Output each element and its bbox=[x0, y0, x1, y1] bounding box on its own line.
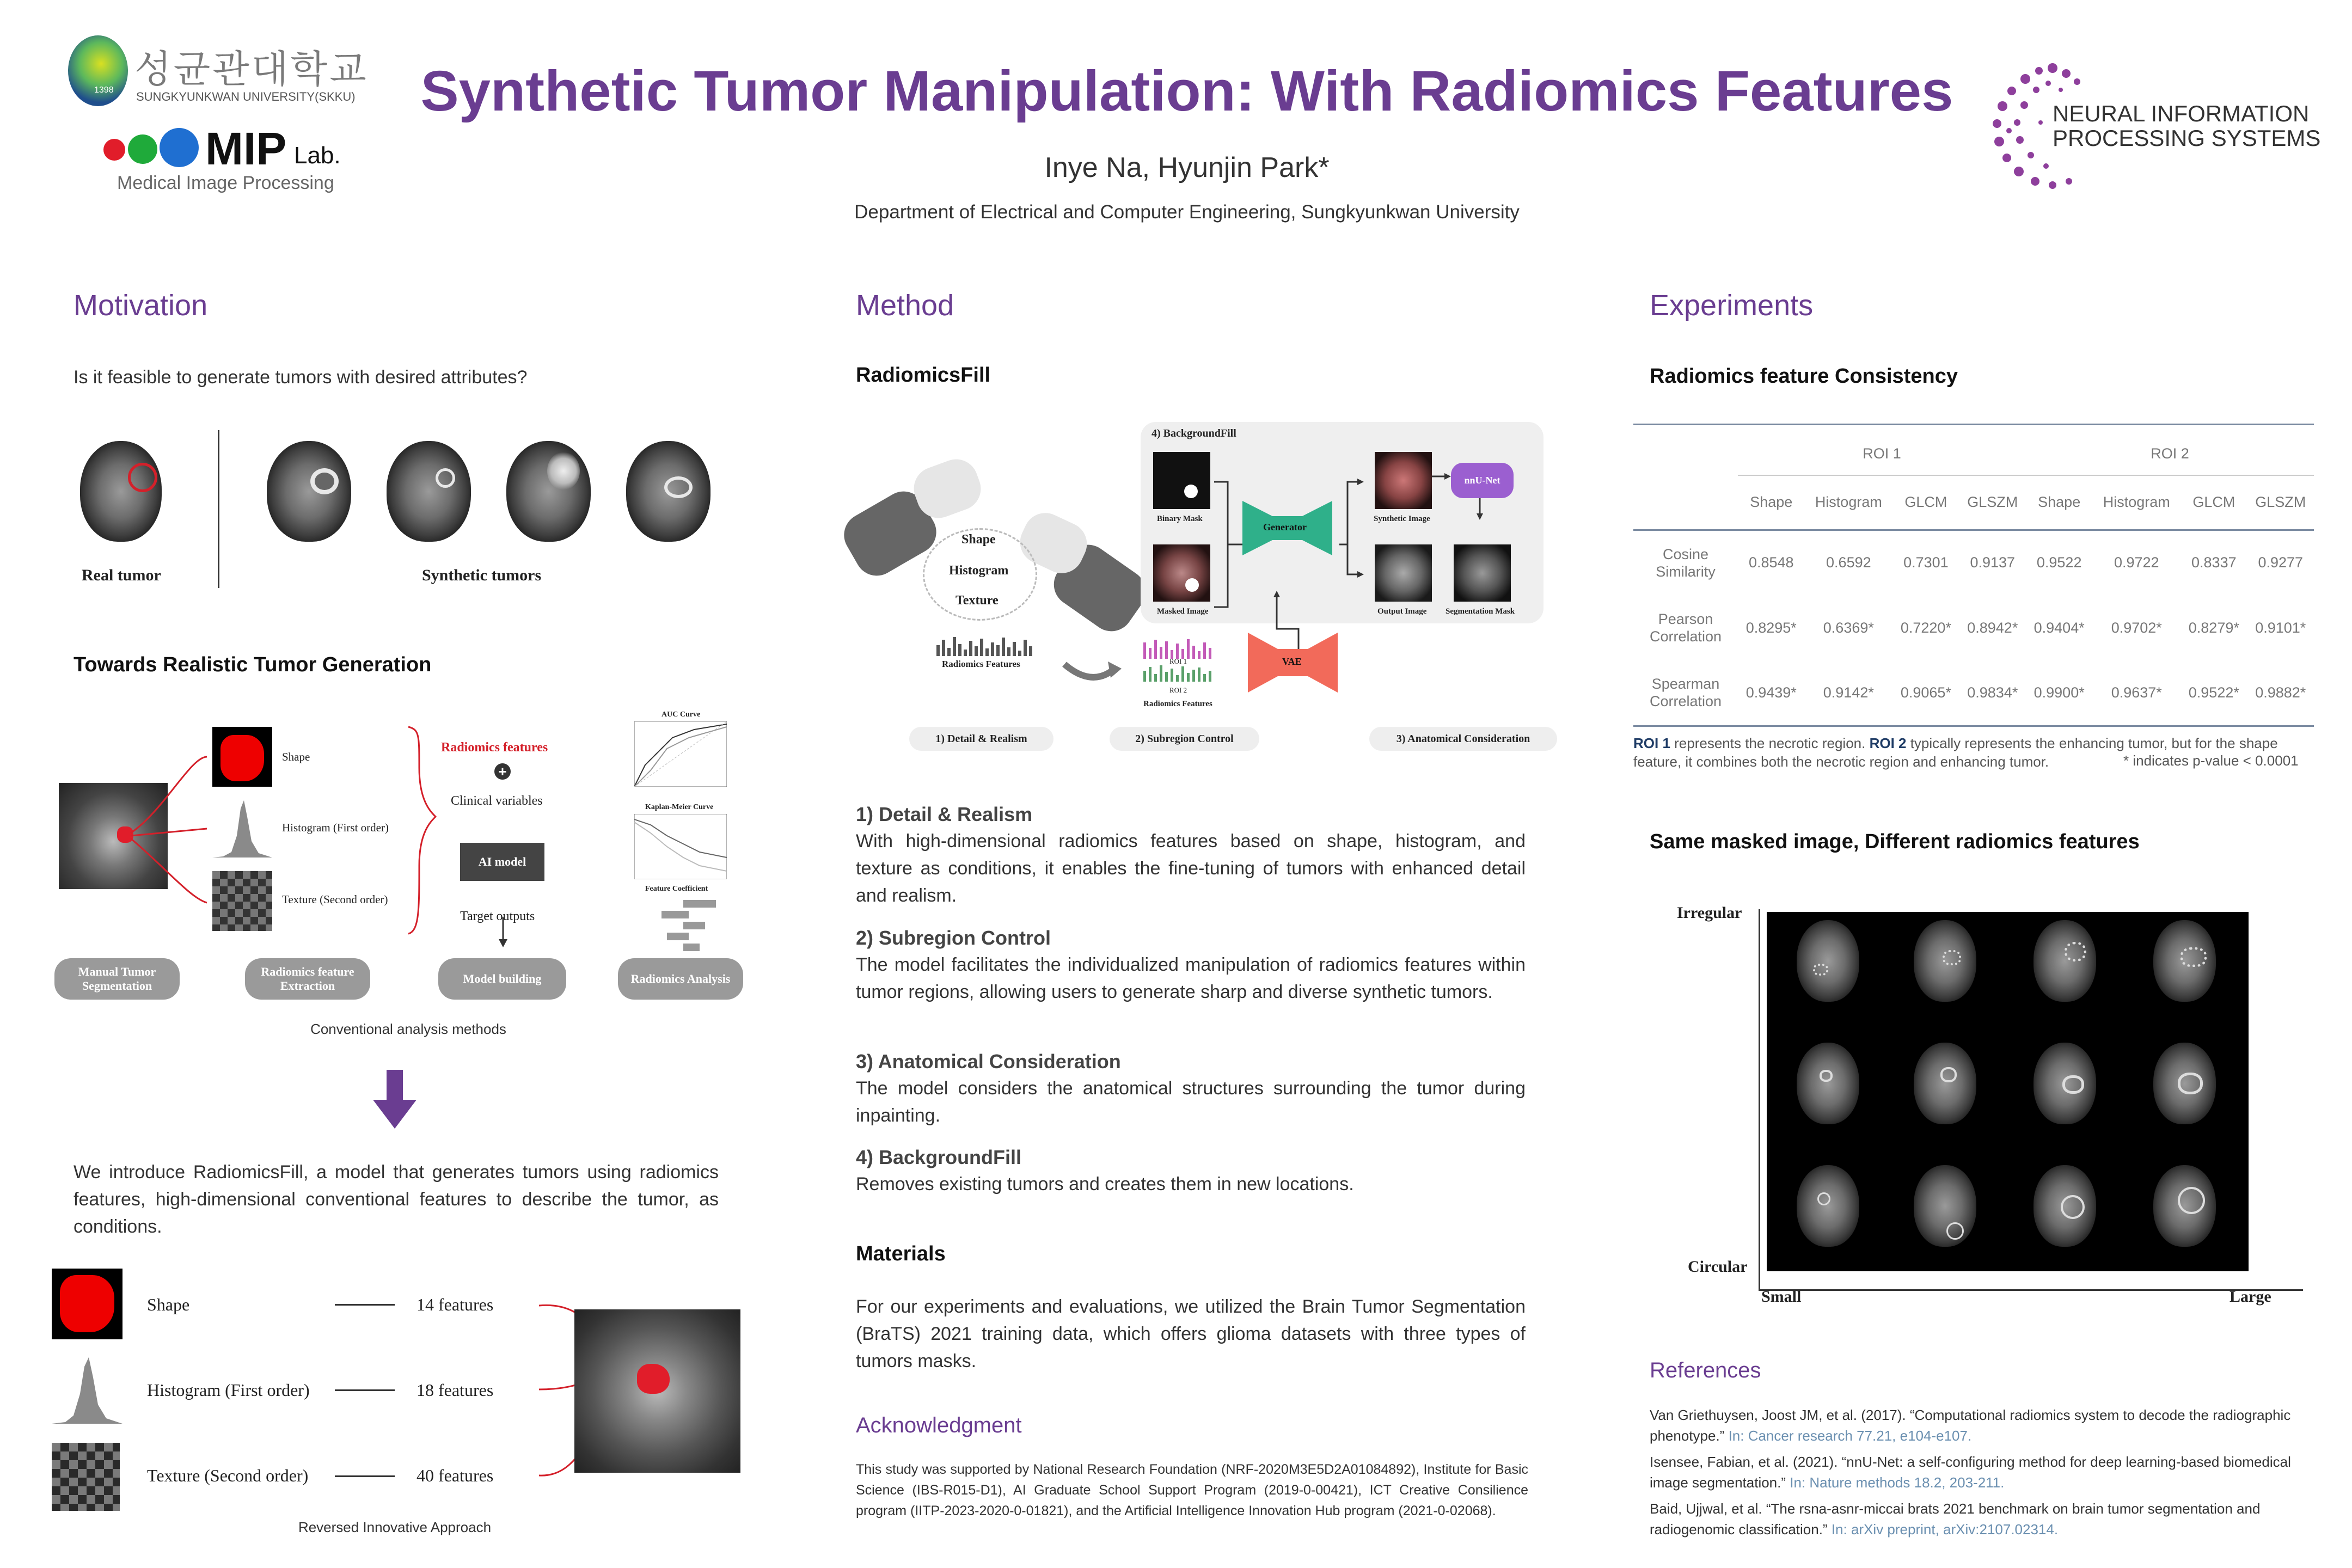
diag-histogram: Histogram bbox=[949, 564, 1009, 578]
mip-dot-blue-icon bbox=[160, 128, 199, 167]
coef-bar-1 bbox=[683, 900, 716, 908]
note-roi1: ROI 1 bbox=[1633, 735, 1670, 751]
real-tumor-brain bbox=[80, 441, 162, 542]
materials-text: For our experiments and evaluations, we utilized the Brain Tumor Segmentation (BraTS) 2021 training data, which offers glioma datasets with three types of tumors masks. bbox=[856, 1296, 1526, 1371]
table-cell: 0.9522* bbox=[2188, 684, 2239, 701]
roi2-header: ROI 2 bbox=[2026, 433, 2314, 475]
table-cell: 0.9439* bbox=[1745, 684, 1797, 701]
brain-grid-figure bbox=[1677, 898, 2276, 1323]
rev-texture-label: Texture (Second order) bbox=[147, 1466, 309, 1485]
synthetic-tumor-4 bbox=[664, 476, 693, 498]
segmentation-mask-image bbox=[1454, 544, 1511, 602]
grid-tumor bbox=[2178, 1187, 2205, 1214]
roi1-header: ROI 1 bbox=[1738, 433, 2026, 475]
method-diagram bbox=[838, 419, 1563, 768]
note-roi2: ROI 2 bbox=[1869, 735, 1907, 751]
grid-tumor bbox=[1940, 1067, 1957, 1082]
nnunet-box: nnU-Net bbox=[1451, 463, 1514, 498]
row-label: Cosine Similarity bbox=[1656, 546, 1716, 580]
step-feature-extraction: Radiomics feature Extraction bbox=[245, 958, 370, 1000]
diag-radiomics-features-2: Radiomics Features bbox=[1143, 700, 1212, 708]
rev-texture-count: 40 features bbox=[416, 1466, 494, 1485]
coef-bar-5 bbox=[683, 944, 700, 951]
note-part-a: represents the necrotic region. bbox=[1670, 735, 1870, 751]
col-header: GLSZM bbox=[2255, 494, 2306, 511]
reference-text: Isensee, Fabian, et al. (2021). “nnU-Net: a self-configuring method for deep learning-based biomedical image segmentation.” bbox=[1650, 1454, 2291, 1491]
grid-tumor bbox=[1817, 1192, 1830, 1205]
skku-korean-name: 성균관대학교 bbox=[134, 47, 369, 91]
table-row bbox=[1633, 595, 2314, 660]
method-heading: Method bbox=[856, 289, 954, 322]
table-cell: 0.9065* bbox=[1900, 684, 1951, 701]
col-header: Shape bbox=[2038, 494, 2081, 511]
table-cell: 0.9404* bbox=[2033, 619, 2085, 636]
table-cell: 0.9637* bbox=[2111, 684, 2162, 701]
coef-title: Feature Coefficient bbox=[645, 885, 708, 893]
reversed-figure bbox=[49, 1263, 757, 1546]
real-tumor-label: Real tumor bbox=[82, 566, 161, 584]
table-cell: 0.9142* bbox=[1823, 684, 1874, 701]
synthetic-tumor-3 bbox=[547, 452, 580, 490]
diag-masked-image: Masked Image bbox=[1157, 607, 1209, 616]
auc-curve bbox=[634, 721, 727, 787]
brain-row bbox=[74, 430, 743, 593]
grid-tumor bbox=[1943, 950, 1961, 965]
table-cell: 0.8337 bbox=[2191, 554, 2237, 571]
synthetic-tumor-2 bbox=[436, 468, 455, 488]
method-item-1-title: 1) Detail & Realism bbox=[856, 803, 1033, 825]
y-axis-line bbox=[1759, 909, 1760, 1290]
skku-emblem-icon bbox=[68, 35, 128, 106]
x-axis-line bbox=[1759, 1289, 2303, 1291]
grid-title: Same masked image, Different radiomics features bbox=[1650, 830, 2140, 853]
reference-item bbox=[1650, 1405, 2314, 1446]
km-chart bbox=[623, 803, 732, 885]
table-cell: 0.9101* bbox=[2255, 619, 2306, 636]
col-header: Shape bbox=[1750, 494, 1793, 511]
neurips-line2: PROCESSING SYSTEMS bbox=[2053, 125, 2321, 151]
coef-bar-2 bbox=[661, 911, 689, 918]
reference-link[interactable]: In: Nature methods 18.2, 203-211. bbox=[1790, 1474, 2005, 1491]
logo-mip bbox=[101, 122, 357, 199]
table-cell: 0.8548 bbox=[1748, 554, 1794, 571]
reversed-caption: Reversed Innovative Approach bbox=[298, 1519, 492, 1535]
synthetic-image bbox=[1375, 452, 1432, 509]
table-cell: 0.9277 bbox=[2258, 554, 2304, 571]
auc-title: AUC Curve bbox=[661, 710, 701, 719]
grid-tumor bbox=[2178, 1073, 2203, 1094]
diag-caption-1: 1) Detail & Realism bbox=[909, 727, 1054, 751]
rev-shape-label: Shape bbox=[147, 1295, 190, 1314]
rev-prostate-roi bbox=[637, 1364, 670, 1394]
ack-text: This study was supported by National Research Foundation (NRF-2020M3E5D2A01084892), Institute for Basic Science (IBS-R015-D1), AI Graduate School Support Program (2019-0-00421), ICT Creative Consilience program (IITP-2023-2020-0-01821), and the Artificial Intelligence Innovation Hub program (2021-0-02068). bbox=[856, 1462, 1528, 1518]
table-cell: 0.8279* bbox=[2188, 619, 2239, 636]
diag-caption-2: 2) Subregion Control bbox=[1110, 727, 1259, 751]
poster-authors: Inye Na, Hyunjin Park* bbox=[1044, 152, 1330, 183]
grid-brain bbox=[1797, 1165, 1859, 1247]
table-title: Radiomics feature Consistency bbox=[1650, 365, 1958, 388]
table-label-header bbox=[1633, 475, 1738, 530]
fig1-shape-label: Shape bbox=[282, 750, 310, 763]
synthetic-brain-2 bbox=[387, 441, 471, 542]
table-cell: 0.9882* bbox=[2255, 684, 2306, 701]
grid-brain bbox=[1797, 1043, 1859, 1124]
method-item-1-text: With high-dimensional radiomics features based on shape, histogram, and texture as conditions, it enables the fine-tuning of tumors with enhanced detail and realism. bbox=[856, 831, 1526, 906]
consistency-table bbox=[1633, 433, 2314, 727]
method-item-2-text: The model facilitates the individualized manipulation of radiomics features within tumor regions, allowing users to generate sharp and diverse synthetic tumors. bbox=[856, 954, 1526, 1002]
axis-bottom-label: Circular bbox=[1688, 1258, 1748, 1276]
diag-segmentation-mask: Segmentation Mask bbox=[1445, 607, 1515, 616]
method-item-2-title: 2) Subregion Control bbox=[856, 927, 1051, 949]
reference-item bbox=[1650, 1498, 2314, 1540]
table-row bbox=[1633, 660, 2314, 726]
intro-paragraph: We introduce RadiomicsFill, a model that generates tumors using radiomics features, high-dimensional conventional features to describe the tumor, as conditions. bbox=[74, 1162, 719, 1237]
table-cell: 0.6369* bbox=[1823, 619, 1874, 636]
grid-brain bbox=[1914, 1043, 1976, 1124]
plus-icon: + bbox=[494, 763, 511, 780]
diag-roi1: ROI 1 bbox=[1169, 657, 1187, 665]
note-part-b: typically represents the enhancing tumor, but for the shape feature, it combines both the necrotic region and enhancing tumor. bbox=[1633, 735, 2278, 770]
reference-link[interactable]: In: arXiv preprint, arXiv:2107.02314. bbox=[1831, 1521, 2059, 1538]
reference-text: Van Griethuysen, Joost JM, et al. (2017). “Computational radiomics system to decode the radiographic phenotype.” bbox=[1650, 1407, 2291, 1444]
table-cell: 0.7220* bbox=[1900, 619, 1951, 636]
step-manual-segmentation: Manual Tumor Segmentation bbox=[54, 958, 180, 1000]
texture-patch bbox=[212, 871, 272, 931]
method-item-3-title: 3) Anatomical Consideration bbox=[856, 1050, 1121, 1073]
table-cell: 0.9702* bbox=[2111, 619, 2162, 636]
km-title: Kaplan-Meier Curve bbox=[645, 803, 714, 811]
axis-right-label: Large bbox=[2230, 1288, 2271, 1306]
method-item-4-title: 4) BackgroundFill bbox=[856, 1146, 1022, 1168]
table-cell: 0.6592 bbox=[1826, 554, 1871, 571]
grid-tumor bbox=[1813, 964, 1828, 976]
col-header: GLSZM bbox=[1967, 494, 2018, 511]
diag-vae: VAE bbox=[1282, 656, 1302, 667]
shape-patch-blob bbox=[220, 735, 264, 781]
reference-link[interactable]: In: Cancer research 77.21, e104-e107. bbox=[1728, 1428, 1972, 1444]
col-header: GLCM bbox=[1904, 494, 1947, 511]
diag-caption-3: 3) Anatomical Consideration bbox=[1369, 727, 1557, 751]
grid-brain bbox=[1797, 920, 1859, 1002]
poster-title: Synthetic Tumor Manipulation: With Radiomics Features bbox=[420, 59, 1953, 123]
km-curve bbox=[634, 814, 727, 879]
conventional-caption: Conventional analysis methods bbox=[310, 1021, 506, 1037]
grid-tumor bbox=[2062, 1075, 2084, 1094]
diag-shape: Shape bbox=[961, 532, 996, 547]
divider-line bbox=[218, 430, 219, 588]
table-cell: 0.9522 bbox=[2036, 554, 2082, 571]
mip-dot-red-icon bbox=[103, 139, 125, 161]
ack-heading: Acknowledgment bbox=[856, 1413, 1022, 1437]
grid-tumor bbox=[2180, 947, 2207, 967]
note-pvalue: * indicates p-value < 0.0001 bbox=[2123, 752, 2299, 769]
diag-synthetic-image: Synthetic Image bbox=[1374, 514, 1430, 523]
fig1-radiomics-features: Radiomics features bbox=[441, 740, 548, 755]
mip-dot-green-icon bbox=[128, 134, 157, 164]
grid-brain bbox=[2033, 920, 2096, 1002]
table-cell: 0.9137 bbox=[1970, 554, 2016, 571]
towards-heading: Towards Realistic Tumor Generation bbox=[74, 653, 432, 676]
diag-generator: Generator bbox=[1263, 522, 1307, 532]
motivation-question: Is it feasible to generate tumors with desired attributes? bbox=[74, 367, 528, 388]
logo-skku bbox=[68, 35, 373, 112]
logo-neurips bbox=[1987, 57, 2321, 193]
axis-left-label: Small bbox=[1761, 1288, 1802, 1306]
diag-binary-mask: Binary Mask bbox=[1157, 514, 1203, 523]
coef-bar-4 bbox=[667, 933, 689, 940]
grid-tumor bbox=[2061, 1195, 2085, 1219]
table-cell: 0.9722 bbox=[2114, 554, 2159, 571]
fig1-texture-label: Texture (Second order) bbox=[282, 893, 388, 906]
fig1-histogram-label: Histogram (First order) bbox=[282, 821, 389, 834]
table-cell: 0.9900* bbox=[2033, 684, 2085, 701]
radiomicsfill-heading: RadiomicsFill bbox=[856, 364, 991, 387]
axis-top-label: Irregular bbox=[1677, 904, 1742, 922]
diag-output-image: Output Image bbox=[1377, 607, 1427, 616]
output-image bbox=[1375, 544, 1432, 602]
synthetic-tumor-1 bbox=[310, 468, 339, 494]
table-cell: 0.9834* bbox=[1967, 684, 2018, 701]
synthetic-brain-3 bbox=[506, 441, 591, 542]
method-item-4-text: Removes existing tumors and creates them in new locations. bbox=[856, 1174, 1354, 1195]
table-cell: 0.8942* bbox=[1967, 619, 2018, 636]
col-header: Histogram bbox=[2103, 494, 2170, 511]
references-heading: References bbox=[1650, 1358, 1761, 1382]
fig1-clinical-variables: Clinical variables bbox=[451, 794, 543, 808]
row-label: Spearman Correlation bbox=[1650, 676, 1722, 710]
table-corner bbox=[1633, 433, 1738, 475]
skku-year: 1398 bbox=[94, 85, 114, 95]
auc-chart bbox=[623, 710, 732, 792]
step-model-building: Model building bbox=[438, 958, 566, 1000]
grid-tumor bbox=[1820, 1070, 1833, 1082]
synthetic-tumors-label: Synthetic tumors bbox=[422, 566, 542, 584]
reference-item bbox=[1650, 1451, 2314, 1493]
reference-text: Baid, Ujjwal, et al. “The rsna-asnr-miccai brats 2021 benchmark on brain tumor segmentation and radiogenomic classification.” bbox=[1650, 1500, 2261, 1538]
skku-english-name: SUNGKYUNKWAN UNIVERSITY(SKKU) bbox=[136, 90, 356, 103]
rev-histogram-label: Histogram (First order) bbox=[147, 1380, 310, 1400]
poster-affiliation: Department of Electrical and Computer Engineering, Sungkyunkwan University bbox=[854, 201, 1520, 223]
fig1-target-outputs: Target outputs bbox=[460, 909, 535, 923]
rev-histogram-count: 18 features bbox=[416, 1380, 494, 1400]
radiomics-bars-icon bbox=[936, 634, 1034, 656]
grid-tumor bbox=[1946, 1222, 1964, 1240]
mip-subtitle: Medical Image Processing bbox=[117, 173, 334, 193]
synthetic-brain-1 bbox=[267, 441, 351, 542]
diag-texture: Texture bbox=[955, 593, 999, 608]
coef-bar-3 bbox=[683, 922, 705, 929]
col-header: GLCM bbox=[2192, 494, 2235, 511]
method-item-3-text: The model considers the anatomical structures surrounding the tumor during inpainting. bbox=[856, 1078, 1526, 1126]
col-header: Histogram bbox=[1815, 494, 1882, 511]
table-cell: 0.8295* bbox=[1745, 619, 1797, 636]
curved-arrow-icon bbox=[1062, 648, 1122, 686]
coef-chart bbox=[623, 885, 732, 966]
row-label: Pearson Correlation bbox=[1650, 611, 1722, 645]
grid-tumor bbox=[2065, 942, 2086, 961]
grid-brain bbox=[1914, 1165, 1976, 1247]
neurips-line1: NEURAL INFORMATION bbox=[2053, 101, 2310, 126]
table-cell: 0.7301 bbox=[1903, 554, 1949, 571]
diag-roi2: ROI 2 bbox=[1169, 686, 1187, 694]
diag-radiomics-features: Radiomics Features bbox=[942, 659, 1020, 669]
mip-lab: Lab. bbox=[294, 142, 341, 169]
mip-wordmark: MIP bbox=[205, 123, 287, 174]
table-row bbox=[1633, 530, 2314, 595]
motivation-heading: Motivation bbox=[74, 289, 208, 322]
experiments-heading: Experiments bbox=[1650, 289, 1814, 322]
histogram-patch-icon bbox=[212, 798, 272, 857]
ai-model-box: AI model bbox=[460, 843, 544, 881]
diag-backgroundfill: 4) BackgroundFill bbox=[1152, 427, 1236, 439]
real-tumor-marker bbox=[128, 463, 157, 492]
step-radiomics-analysis: Radiomics Analysis bbox=[618, 958, 743, 1000]
rev-shape-count: 14 features bbox=[416, 1295, 494, 1314]
table-top-rule bbox=[1633, 424, 2314, 425]
down-arrow-icon bbox=[373, 1070, 416, 1130]
materials-heading: Materials bbox=[856, 1242, 946, 1265]
conventional-figure bbox=[54, 702, 762, 1051]
